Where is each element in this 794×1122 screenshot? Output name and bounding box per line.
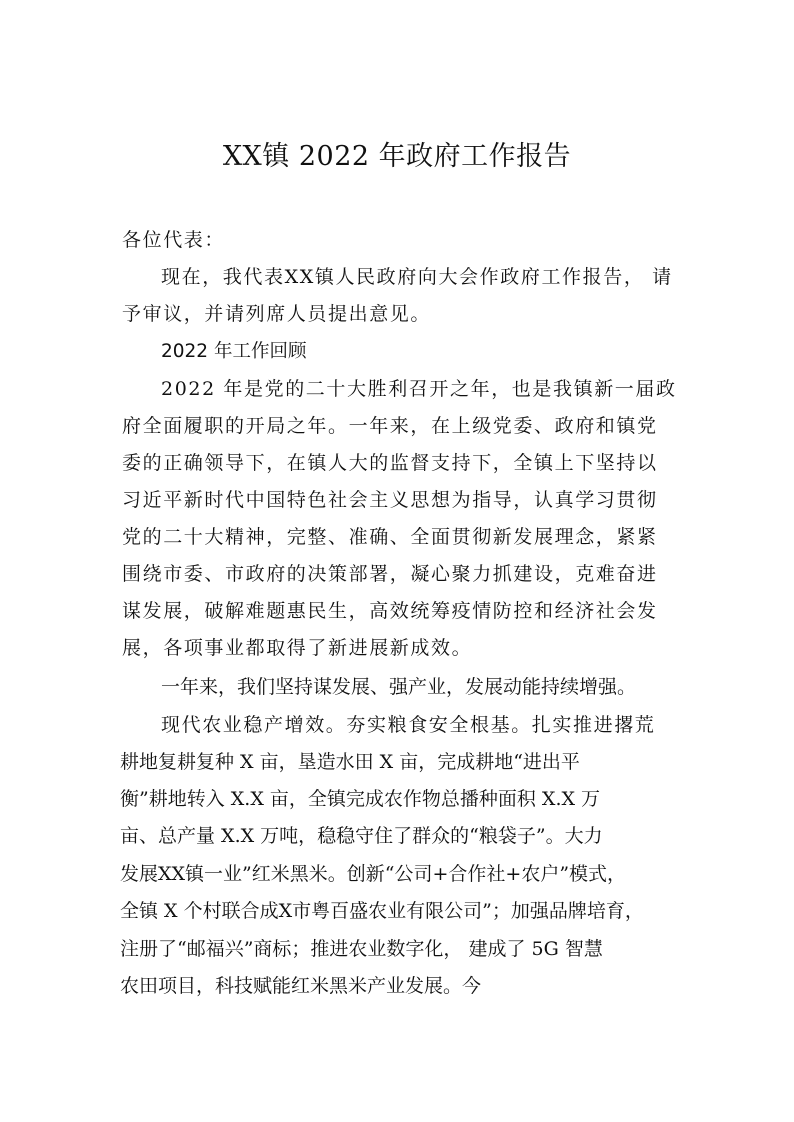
- salutation: 各位代表：: [122, 229, 226, 251]
- paragraph-line: 一年来，我们坚持谋发展、强产业，发展动能持续增强。: [161, 676, 637, 698]
- section-heading: 2022 年工作回顾: [161, 341, 307, 362]
- paragraph-line: 农田项目，科技赋能红米黑米产业发展。今: [120, 975, 482, 997]
- paragraph-line: 现在，我代表XX镇人民政府向大会作政府工作报告， 请: [161, 266, 673, 288]
- paragraph-line: 习近平新时代中国特色社会主义思想为指导，认真学习贯彻: [122, 489, 658, 511]
- paragraph-line: 予审议，并请列席人员提出意见。: [122, 303, 432, 325]
- paragraph-line: 党的二十大精神，完整、准确、全面贯彻新发展理念，紧紧: [122, 526, 658, 548]
- paragraph-line: 现代农业稳产增效。夯实粮食安全根基。扎实推进撂荒: [161, 714, 656, 736]
- paragraph-line: 全镇 X 个村联合成X市粤百盛农业有限公司”；加强品牌培育，: [120, 900, 644, 922]
- document-title: XX镇 2022 年政府工作报告: [222, 141, 572, 172]
- paragraph-line: 注册了“邮福兴”商标；推进农业数字化， 建成了 5G 智慧: [120, 938, 603, 960]
- paragraph-line: 委的正确领导下，在镇人大的监督支持下，全镇上下坚持以: [122, 452, 658, 474]
- paragraph-line: 府全面履职的开局之年。一年来，在上级党委、政府和镇党: [122, 415, 658, 437]
- paragraph-line: 展，各项事业都取得了新进展新成效。: [122, 637, 473, 659]
- paragraph-line: 2022 年是党的二十大胜利召开之年，也是我镇新一届政: [161, 378, 677, 400]
- paragraph-line: 发展XX镇一业”红米黑米。创新“公司+合作社+农户”模式，: [120, 863, 627, 885]
- paragraph-line: 耕地复耕复种 X 亩，垦造水田 X 亩，完成耕地“进出平: [120, 751, 580, 773]
- paragraph-line: 衡”耕地转入 X.X 亩，全镇完成农作物总播种面积 X.X 万: [120, 788, 601, 810]
- paragraph-line: 围绕市委、市政府的决策部署，凝心聚力抓建设，克难奋进: [122, 563, 658, 585]
- paragraph-line: 谋发展，破解难题惠民生，高效统筹疫情防控和经济社会发: [122, 600, 658, 622]
- paragraph-line: 亩、总产量 X.X 万吨，稳稳守住了群众的“粮袋子”。大力: [120, 825, 603, 847]
